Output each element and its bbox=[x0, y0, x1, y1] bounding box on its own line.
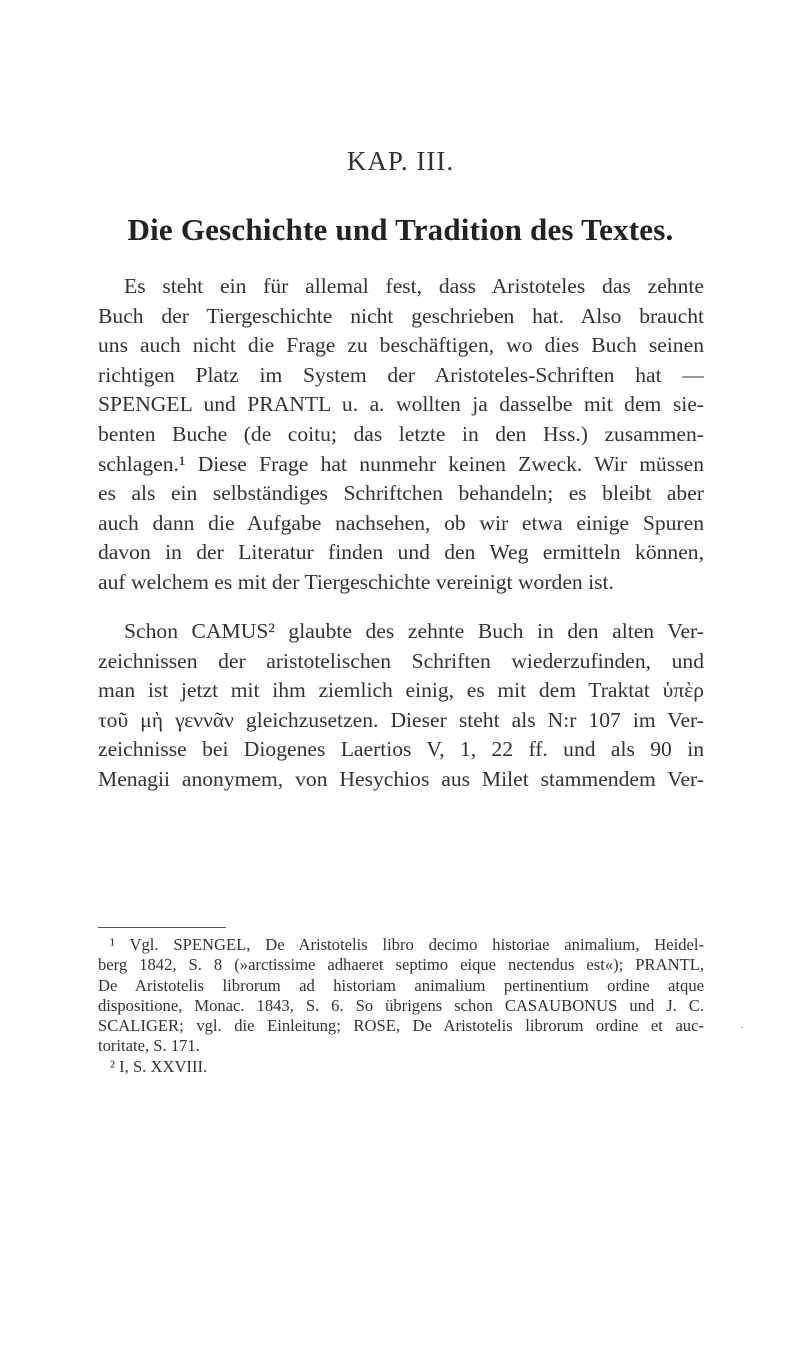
margin-mark: · bbox=[740, 1020, 744, 1034]
footnote-line: dispositione, Monac. 1843, S. 6. So übrigens schon CASAUBONUS und J. C. bbox=[98, 995, 704, 1015]
text-line: Es steht ein für allemal fest, dass Aristoteles das zehnte bbox=[124, 274, 704, 298]
footnote-line: berg 1842, S. 8 (»arctissime adhaeret septimo eique nectendus est«); PRANTL, bbox=[98, 955, 704, 975]
footnote-line: SCALIGER; vgl. die Einleitung; ROSE, De Aristotelis librorum ordine et auc- bbox=[98, 1016, 704, 1036]
text-line: SPENGEL und PRANTL u. a. wollten ja dasselbe mit dem sie- bbox=[98, 392, 704, 417]
text-line: richtigen Platz im System der Aristoteles-Schriften hat — bbox=[98, 362, 704, 387]
paragraph-2 bbox=[98, 617, 704, 795]
footnote-line: ¹ Vgl. SPENGEL, De Aristotelis libro decimo historiae animalium, Heidel- bbox=[110, 935, 704, 954]
text-line: benten Buche (de coitu; das letzte in den Hss.) zusammen- bbox=[98, 421, 704, 446]
chapter-title: Die Geschichte und Tradition des Textes. bbox=[127, 212, 674, 247]
text-line: auch dann die Aufgabe nachsehen, ob wir etwa einige Spuren bbox=[98, 510, 704, 535]
text-line: Menagii anonymem, von Hesychios aus Milet stammendem Ver- bbox=[98, 766, 704, 791]
footnote-divider bbox=[98, 927, 226, 928]
text-line: τοῦ μὴ γεννᾶν gleichzusetzen. Dieser steht als N:r 107 im Ver- bbox=[98, 707, 704, 732]
footnotes bbox=[98, 935, 704, 1077]
text-line: davon in der Literatur finden und den Weg ermitteln können, bbox=[98, 540, 704, 565]
text-line: auf welchem es mit der Tiergeschichte vereinigt worden ist. bbox=[98, 569, 614, 594]
text-line: es als ein selbständiges Schriftchen behandeln; es bleibt aber bbox=[98, 481, 704, 506]
text-line: Schon CAMUS² glaubte des zehnte Buch in den alten Ver- bbox=[124, 619, 704, 643]
text-line: zeichnissen der aristotelischen Schriften wiederzufinden, und bbox=[98, 648, 704, 673]
paragraph-1 bbox=[98, 272, 704, 598]
text-line: uns auch nicht die Frage zu beschäftigen, wo dies Buch seinen bbox=[98, 333, 704, 358]
text-line: Buch der Tiergeschichte nicht geschrieben hat. Also braucht bbox=[98, 303, 704, 328]
footnote-line: De Aristotelis librorum ad historiam animalium pertinentium ordine atque bbox=[98, 975, 704, 995]
text-line: zeichnisse bei Diogenes Laertios V, 1, 22 ff. und als 90 in bbox=[98, 737, 704, 762]
chapter-heading: KAP. III. bbox=[346, 146, 455, 176]
footnote-line: toritate, S. 171. bbox=[98, 1036, 200, 1056]
text-line: man ist jetzt mit ihm ziemlich einig, es mit dem Traktat ὑπὲρ bbox=[98, 678, 704, 703]
text-line: schlagen.¹ Diese Frage hat nunmehr keinen Zweck. Wir müssen bbox=[98, 451, 704, 476]
footnote-line: ² I, S. XXVIII. bbox=[110, 1056, 208, 1076]
